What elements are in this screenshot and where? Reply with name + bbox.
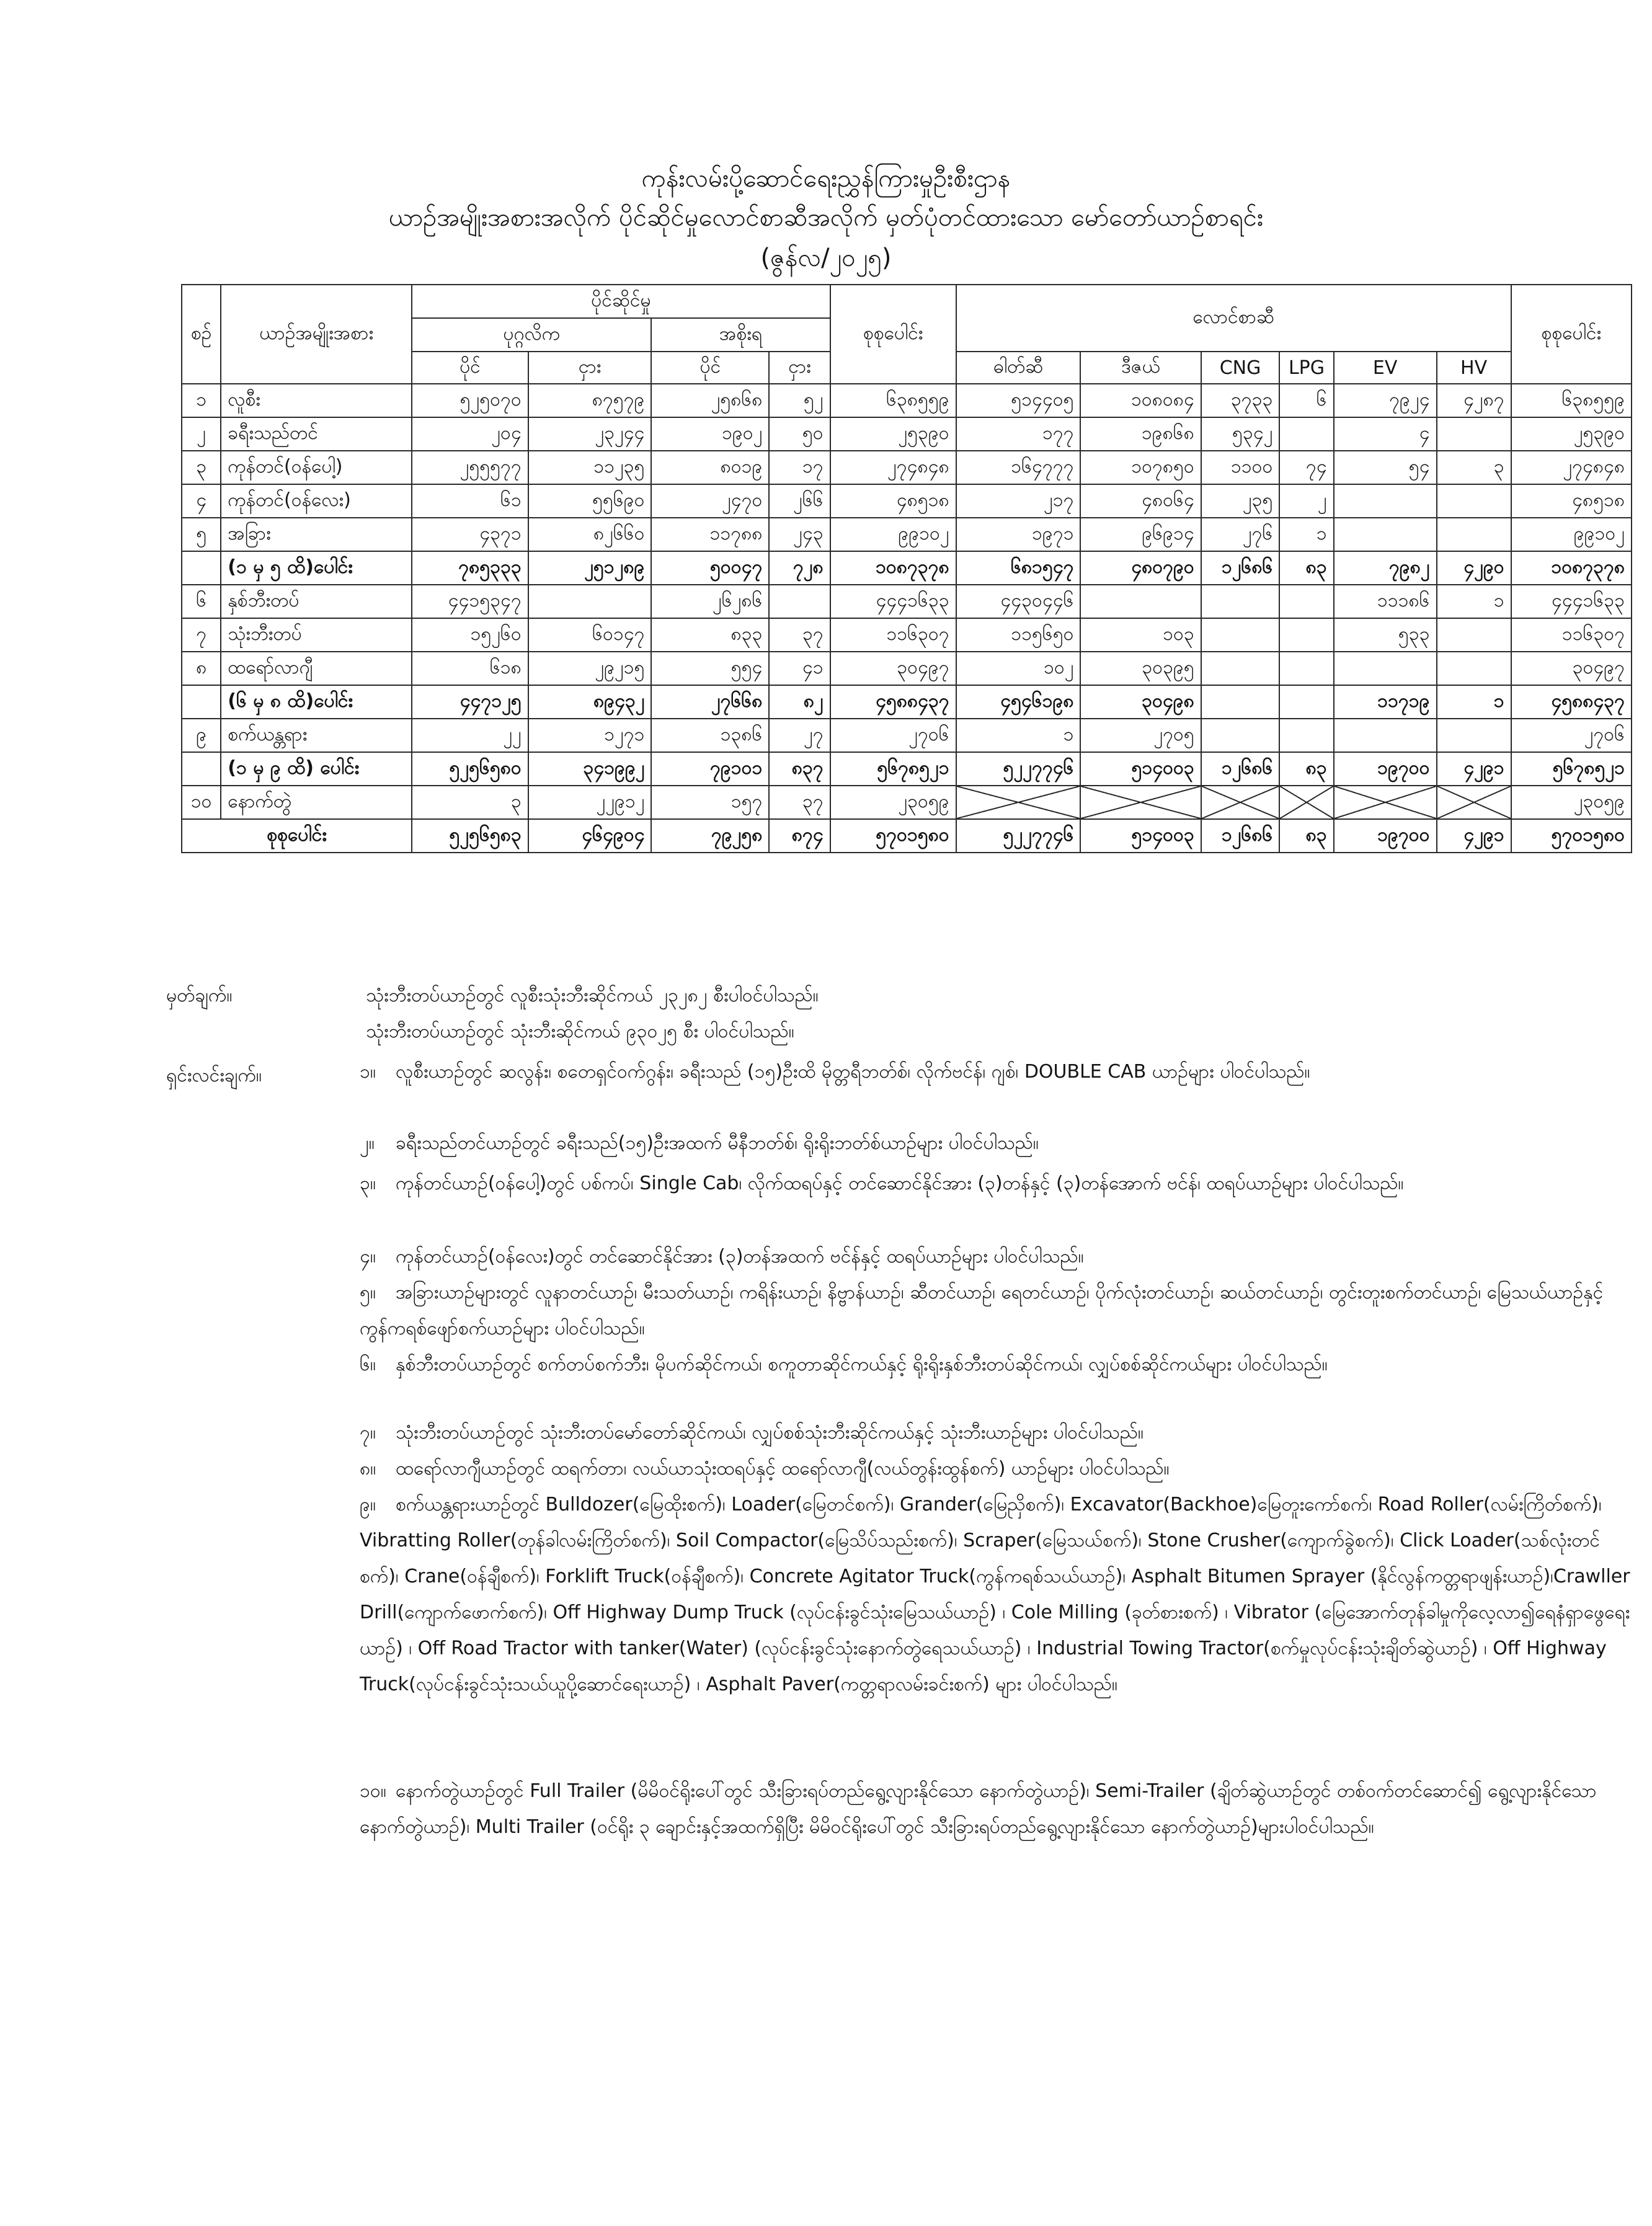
cell-ev: ၁၉၇၀၀ [1334,819,1437,853]
table-row [182,618,1632,652]
cell-fuel-total: ၉၉၁၀၂ [1511,518,1632,551]
cell-hv: ၁ [1437,585,1511,618]
cell-ev: ၅၄ [1334,451,1437,484]
header-fuel-total: စုစုပေါင်း [1511,285,1632,384]
cell-hv: ၁ [1437,685,1511,719]
cell-cng: ၁၁၀၀ [1201,451,1280,484]
cell-fuel-total: ၅၇၀၁၅၈၀ [1511,819,1632,853]
cell-govt-own: ၂၅၈၆၈ [651,384,769,417]
cell-petrol: ၁၁၅၆၅၀ [956,618,1081,652]
header-govt-own: ပိုင် [651,352,769,384]
cell-cng [1201,585,1280,618]
cell-govt-own: ၇၉၂၅၈ [651,819,769,853]
cell-ev [1334,719,1437,752]
subtotal-row [182,685,1632,719]
item-text: သုံးဘီးတပ်ယာဉ်တွင် သုံးဘီးတပ်မော်တော်ဆိုင်ကယ်၊ လျှပ်စစ်သုံးဘီးဆိုင်ကယ်နှင့် သုံးဘီးယာဉ်များ ပါဝင်ပါသည်။ [396,1422,1144,1443]
cell-petrol: ၅၁၄၄၀၅ [956,384,1081,417]
subtotal-row [182,551,1632,585]
cell-lpg [1279,719,1333,752]
cell-hv [1437,417,1511,451]
cell-diesel: ၁၀၇၈၅၀ [1080,451,1201,484]
cell-govt-own: ၁၉၀၂ [651,417,769,451]
item-number: ၁။ [360,1061,376,1083]
header-private: ပုဂ္ဂလိက [412,318,651,352]
cell-lpg [1279,685,1333,719]
cell-hv: ၃ [1437,451,1511,484]
cell-govt-own: ၈၀၁၉ [651,451,769,484]
header-fuel-diesel: ဒီဇယ် [1080,352,1201,384]
cell-private-rent: ၈၂၆၆၀ [528,518,652,551]
cell-private-own: ၄၃၇၁ [412,518,528,551]
explanation-item [360,1125,1637,1161]
row-vehicle-type: ကုန်တင်(ဝန်ပေါ့) [221,451,412,484]
cell-private-rent: ၂၃၂၄၄ [528,417,652,451]
cell-fuel-total: ၅၆၇၈၅၂၁ [1511,752,1632,786]
explanation-item [360,1487,1637,1703]
explanation-item [360,1275,1637,1347]
header-private-rent: ငှား [528,352,652,384]
cell-govt-rent: ၅၀ [769,417,830,451]
cell-private-own: ၄၄၁၅၃၄၇ [412,585,528,618]
row-vehicle-type: စက်ယန္တရား [221,719,412,752]
cell-govt-rent: ၈၃၇ [769,752,830,786]
cell-govt-rent: ၂၇ [769,719,830,752]
row-serial: ၁၀ [182,786,221,819]
cell-govt-rent: ၈၇၄ [769,819,830,853]
cell-private-rent: ၄၆၄၉၀၄ [528,819,652,853]
row-vehicle-type: (၁ မှ ၅ ထိ)ပေါင်း [221,551,412,585]
row-vehicle-type: အခြား [221,518,412,551]
cell-not-applicable [1201,786,1280,819]
cell-ownership-total: ၄၄၄၁၆၃၃ [830,585,956,618]
cell-lpg: ၈၃ [1279,752,1333,786]
cell-private-rent: ၁၂၇၁ [528,719,652,752]
item-text: စက်ယန္တရားယာဉ်တွင် Bulldozer(မြေထိုးစက်)၊ Loader(မြေတင်စက်)၊ Grander(မြေညှိစက်)၊ Excavator(Backhoe)မြေတူးကော်စက်၊ Road Roller(လမ်းကြိတ်စက်)၊ Vibratting Roller(တုန်ခါလမ်းကြိတ်စက်)၊ Soil Compactor(မြေသိပ်သည်းစက်)၊ Scraper(မြေသယ်စက်)၊ Stone Crusher(ကျောက်ခွဲစက်)၊ Click Loader(သစ်လုံးတင်စက်)၊ Crane(ဝန်ချီစက်)၊ Forklift Truck(ဝန်ချီစက်)၊ Concrete Agitator Truck(ကွန်ကရစ်သယ်ယာဉ်)၊ Asphalt Bitumen Sprayer (နိုင်လွန်ကတ္တရာဖျန်းယာဉ်)၊Crawller Drill(ကျောက်ဖောက်စက်)၊ Off Highway Dump Truck (လုပ်ငန်းခွင်သုံးမြေသယ်ယာဉ်) ၊ Cole Milling (ခုတ်စားစက်) ၊ Vibrator (မြေအောက်တုန်ခါမှုကိုလေ့လာ၍ရေနံရှာဖွေရေးယာဉ်) ၊ Off Road Tractor with tanker(Water) (လုပ်ငန်းခွင်သုံးနောက်တွဲရေသယ်ယာဉ်) ၊ Industrial Towing Tractor(စက်မှုလုပ်ငန်းသုံးချိတ်ဆွဲယာဉ်) ၊ Off Highway Truck(လုပ်ငန်းခွင်သုံးသယ်ယူပို့ဆောင်ရေးယာဉ်) ၊ Asphalt Paver(ကတ္တရာလမ်းခင်းစက်) များ ပါဝင်ပါသည်။ [360,1494,1630,1695]
cell-private-own: ၂၂ [412,719,528,752]
cell-lpg [1279,417,1333,451]
note-line: သုံးဘီးတပ်ယာဉ်တွင် လူစီးသုံးဘီးဆိုင်ကယ် ၂၃၂၈၂ စီးပါဝင်ပါသည်။ [366,985,819,1006]
row-vehicle-type: သုံးဘီးတပ် [221,618,412,652]
cell-ownership-total: ၅၆၇၈၅၂၁ [830,752,956,786]
cell-private-own: ၃ [412,786,528,819]
cell-private-own: ၆၁ [412,484,528,518]
cell-petrol: ၆၈၁၅၄၇ [956,551,1081,585]
explanation-item [360,1239,1637,1275]
department-title: ကုန်းလမ်းပို့ဆောင်ရေးညွှန်ကြားမှုဦးစီးဌာန [641,164,1011,193]
cell-private-own: ၅၂၅၀၇၀ [412,384,528,417]
cell-ev: ၄ [1334,417,1437,451]
cell-private-own: ၄၄၇၁၂၅ [412,685,528,719]
cell-petrol: ၁၉၇၁ [956,518,1081,551]
item-number: ၆။ [360,1354,376,1375]
cell-hv [1437,484,1511,518]
cell-private-rent: ၂၅၁၂၈၉ [528,551,652,585]
row-serial: ၆ [182,585,221,618]
cell-ev: ၇၉၈၂ [1334,551,1437,585]
cell-private-own: ၂၅၅၅၇၇ [412,451,528,484]
cell-fuel-total: ၄၅၈၈၄၃၇ [1511,685,1632,719]
cell-cng: ၃၇၃၃ [1201,384,1280,417]
cell-diesel: ၄၈၀၆၄ [1080,484,1201,518]
item-text: နှစ်ဘီးတပ်ယာဉ်တွင် စက်တပ်စက်ဘီး၊ မိုပက်ဆိုင်ကယ်၊ စကူတာဆိုင်ကယ်နှင့် ရိုးရိုးနှစ်ဘီးတပ်ဆိုင်ကယ်၊ လျှပ်စစ်ဆိုင်ကယ်များ ပါဝင်ပါသည်။ [396,1354,1328,1375]
cell-diesel: ၁၀၃ [1080,618,1201,652]
cell-ownership-total: ၁၀၈၇၃၇၈ [830,551,956,585]
cell-fuel-total: ၂၃၀၅၉ [1511,786,1632,819]
cell-petrol: ၄၅၄၆၁၉၈ [956,685,1081,719]
row-vehicle-type: ခရီးသည်တင် [221,417,412,451]
row-serial: ၉ [182,719,221,752]
cell-hv: ၄၂၉၀ [1437,551,1511,585]
cell-govt-own: ၇၉၁၀၁ [651,752,769,786]
explanation-item [360,1166,1637,1202]
cell-private-own: ၁၅၂၆၀ [412,618,528,652]
cell-ownership-total: ၆၃၈၅၅၉ [830,384,956,417]
cell-fuel-total: ၄၄၄၁၆၃၃ [1511,585,1632,618]
item-text: ခရီးသည်တင်ယာဉ်တွင် ခရီးသည်(၁၅)ဦးအထက် မီနီဘတ်စ်၊ ရိုးရိုးဘတ်စ်ယာဉ်များ ပါဝင်ပါသည်။ [396,1132,1039,1154]
item-number: ၅။ [360,1282,376,1303]
cell-govt-rent: ၃၇ [769,618,830,652]
cell-ev: ၅၃၃ [1334,618,1437,652]
cell-govt-rent: ၈၂ [769,685,830,719]
cell-petrol: ၁၇၇ [956,417,1081,451]
cell-cng: ၅၃၄၂ [1201,417,1280,451]
header-vehicle-type: ယာဉ်အမျိုးအစား [221,285,412,384]
item-number: ၇။ [360,1422,376,1443]
cell-not-applicable [956,786,1081,819]
cell-fuel-total: ၁၁၆၃၀၇ [1511,618,1632,652]
cell-govt-own: ၁၅၇ [651,786,769,819]
cell-hv [1437,518,1511,551]
cell-hv: ၄၂၉၁ [1437,752,1511,786]
cell-ownership-total: ၂၇၀၆ [830,719,956,752]
cell-petrol: ၁၀၂ [956,652,1081,685]
row-serial [182,685,221,719]
cell-fuel-total: ၆၃၈၅၅၉ [1511,384,1632,417]
cell-ownership-total: ၅၇၀၁၅၈၀ [830,819,956,853]
item-text: ထရော်လာဂျီယာဉ်တွင် ထရက်တာ၊ လယ်ယာသုံးထရပ်နှင့် ထရော်လာဂျီ(လယ်တွန်းထွန်စက်) ယာဉ်များ ပါဝင်ပါသည်။ [396,1458,1170,1479]
cell-govt-own: ၂၄၇၀ [651,484,769,518]
cell-private-rent: ၁၁၂၃၅ [528,451,652,484]
cell-govt-rent: ၂၆၆ [769,484,830,518]
explanations-label: ရှင်းလင်းချက်။ [166,1065,262,1086]
cell-petrol: ၄၄၃၀၄၄၆ [956,585,1081,618]
cell-govt-rent [769,585,830,618]
cell-cng: ၁၂၆၈၆ [1201,752,1280,786]
cell-ev: ၁၁၇၁၉ [1334,685,1437,719]
cell-private-rent: ၆၀၁၄၇ [528,618,652,652]
row-vehicle-type: နောက်တွဲ [221,786,412,819]
header-ownership: ပိုင်ဆိုင်မှု [412,285,830,318]
cell-cng: ၂၇၆ [1201,518,1280,551]
cell-hv [1437,618,1511,652]
header-fuel-ev: EV [1334,352,1437,384]
item-number: ၈။ [360,1458,376,1479]
row-vehicle-type: (၆ မှ ၈ ထိ)ပေါင်း [221,685,412,719]
item-text: လူစီးယာဉ်တွင် ဆလွန်း၊ စတေရှင်ဝက်ဂွန်း၊ ခရီးသည် (၁၅)ဦးထိ မိုတ္တရီဘတ်စ်၊ လိုက်ဗင်န်၊ ဂျစ်၊ DOUBLE CAB ယာဉ်များ ပါဝင်ပါသည်။ [396,1061,1310,1083]
cell-private-own: ၆၁၈ [412,652,528,685]
cell-lpg: ၈၃ [1279,819,1333,853]
cell-diesel [1080,585,1201,618]
cell-fuel-total: ၄၈၅၁၈ [1511,484,1632,518]
cell-diesel: ၂၇၀၅ [1080,719,1201,752]
table-row [182,384,1632,417]
item-number: ၂။ [360,1132,375,1154]
item-number: ၁၀။ [360,1780,386,1802]
cell-private-own: ၅၂၅၆၅၈၀ [412,752,528,786]
explanation-item [360,1773,1637,1845]
cell-hv: ၄၂၉၁ [1437,819,1511,853]
cell-govt-rent: ၁၇ [769,451,830,484]
subtotal-row [182,752,1632,786]
cell-ownership-total: ၁၁၆၃၀၇ [830,618,956,652]
item-number: ၄။ [360,1246,376,1267]
cell-hv [1437,652,1511,685]
cell-cng [1201,685,1280,719]
cell-petrol: ၁၆၄၇၇၇ [956,451,1081,484]
cell-not-applicable [1334,786,1437,819]
cell-fuel-total: ၂၅၃၉၀ [1511,417,1632,451]
cell-private-rent: ၃၄၁၉၉၂ [528,752,652,786]
item-text: ကုန်တင်ယာဉ်(ဝန်ပေါ့)တွင် ပစ်ကပ်၊ Single Cab၊ လိုက်ထရပ်နှင့် တင်ဆောင်နိုင်အား (၃)တန်နှင့် (၃)တန်အောက် ဗင်န်၊ ထရပ်ယာဉ်များ ပါဝင်ပါသည်။ [396,1173,1404,1194]
header-fuel-petrol: ဓါတ်ဆီ [956,352,1081,384]
cell-govt-rent: ၇၂၈ [769,551,830,585]
cell-lpg [1279,652,1333,685]
cell-petrol: ၂၁၇ [956,484,1081,518]
explanation-item [360,1415,1637,1451]
cell-not-applicable [1080,786,1201,819]
cell-fuel-total: ၂၇၀၆ [1511,719,1632,752]
explanation-item [360,1347,1637,1383]
cell-govt-rent: ၃၇ [769,786,830,819]
item-text: အခြားယာဉ်များတွင် လူနာတင်ယာဉ်၊ မီးသတ်ယာဉ်၊ ကရိန်းယာဉ်၊ နိဗ္ဗာန်ယာဉ်၊ ဆီတင်ယာဉ်၊ ရေတင်ယာဉ်၊ ပိုက်လုံးတင်ယာဉ်၊ ဆယ်တင်ယာဉ်၊ တွင်းတူးစက်တင်ယာဉ်၊ မြေသယ်ယာဉ်နှင့် ကွန်ကရစ်ဖျော်စက်ယာဉ်များ ပါဝင်ပါသည်။ [360,1282,1604,1339]
cell-cng: ၂၃၅ [1201,484,1280,518]
cell-ev [1334,652,1437,685]
report-period: (ဇွန်လ/၂၀၂၅) [760,244,892,272]
cell-fuel-total: ၃၀၄၉၇ [1511,652,1632,685]
cell-diesel: ၁၉၈၆၈ [1080,417,1201,451]
cell-not-applicable [1437,786,1511,819]
row-serial: ၁ [182,384,221,417]
row-serial: ၅ [182,518,221,551]
table-row [182,585,1632,618]
cell-ownership-total: ၄၈၅၁၈ [830,484,956,518]
table-row [182,786,1632,819]
explanation-item [360,1054,1637,1090]
row-vehicle-type: နှစ်ဘီးတပ် [221,585,412,618]
cell-cng [1201,618,1280,652]
row-serial [182,752,221,786]
cell-diesel: ၉၆၉၁၄ [1080,518,1201,551]
cell-diesel: ၅၁၄၀၀၃ [1080,752,1201,786]
cell-ev: ၁၁၁၈၆ [1334,585,1437,618]
cell-ev [1334,484,1437,518]
cell-diesel: ၃၀၄၉၈ [1080,685,1201,719]
table-row [182,451,1632,484]
cell-ownership-total: ၂၇၄၈၄၈ [830,451,956,484]
cell-govt-own: ၂၇၆၆၈ [651,685,769,719]
item-number: ၃။ [360,1173,376,1194]
cell-cng: ၁၂၆၈၆ [1201,819,1280,853]
cell-lpg [1279,618,1333,652]
cell-private-rent: ၅၅၆၉၀ [528,484,652,518]
cell-ownership-total: ၃၀၄၉၇ [830,652,956,685]
cell-govt-own: ၅၅၄ [651,652,769,685]
table-row [182,417,1632,451]
cell-govt-own: ၁၁၇၈၈ [651,518,769,551]
cell-private-rent: ၈၉၄၃၂ [528,685,652,719]
cell-fuel-total: ၂၇၄၈၄၈ [1511,451,1632,484]
cell-diesel: ၄၈၀၇၉၀ [1080,551,1201,585]
cell-govt-own: ၅၀၀၄၇ [651,551,769,585]
cell-private-rent: ၂၂၉၁၂ [528,786,652,819]
cell-private-rent [528,585,652,618]
notes-label: မှတ်ချက်။ [166,985,233,1006]
row-vehicle-type: ကုန်တင်(ဝန်လေး) [221,484,412,518]
cell-lpg: ၂ [1279,484,1333,518]
cell-ownership-total: ၂၃၀၅၉ [830,786,956,819]
cell-lpg: ၆ [1279,384,1333,417]
row-serial [182,551,221,585]
cell-hv: ၄၂၈၇ [1437,384,1511,417]
header-fuel: လောင်စာဆီ [956,285,1511,352]
table-row [182,652,1632,685]
item-text: ကုန်တင်ယာဉ်(ဝန်လေး)တွင် တင်ဆောင်နိုင်အား (၃)တန်အထက် ဗင်န်နှင့် ထရပ်ယာဉ်များ ပါဝင်ပါသည်။ [396,1246,1084,1267]
row-vehicle-type: စုစုပေါင်း [182,819,412,853]
cell-govt-rent: ၂၄၃ [769,518,830,551]
cell-lpg: ၈၃ [1279,551,1333,585]
header-govt-rent: ငှား [769,352,830,384]
cell-ev: ၇၉၂၄ [1334,384,1437,417]
table-row [182,484,1632,518]
cell-petrol: ၅၂၂၇၇၄၆ [956,819,1081,853]
header-fuel-hv: HV [1437,352,1511,384]
row-serial: ၄ [182,484,221,518]
note-line: သုံးဘီးတပ်ယာဉ်တွင် သုံးဘီးဆိုင်ကယ် ၉၃၀၂၅ စီး ပါဝင်ပါသည်။ [366,1021,794,1042]
cell-ownership-total: ၉၉၁၀၂ [830,518,956,551]
cell-private-rent: ၈၇၅၇၉ [528,384,652,417]
cell-ev [1334,518,1437,551]
cell-private-rent: ၂၉၂၁၅ [528,652,652,685]
item-text: နောက်တွဲယာဉ်တွင် Full Trailer (မိမိဝင်ရိုးပေါ်တွင် သီးခြားရပ်တည်ရွေ့လျားနိုင်သော နောက်တွဲယာဉ်)၊ Semi-Trailer (ချိတ်ဆွဲယာဉ်တွင် တစ်ဝက်တင်ဆောင်၍ ရွေ့လျားနိုင်သော နောက်တွဲယာဉ်)၊ Multi Trailer (ဝင်ရိုး ၃ ချောင်းနှင့်အထက်ရှိပြီး မိမိဝင်ရိုးပေါ်တွင် သီးခြားရပ်တည်ရွေ့လျားနိုင်သော နောက်တွဲယာဉ်)များပါဝင်ပါသည်။ [360,1780,1597,1838]
cell-govt-own: ၁၃၈၆ [651,719,769,752]
cell-ev: ၁၉၇၀၀ [1334,752,1437,786]
cell-govt-rent: ၅၂ [769,384,830,417]
header-government: အစိုးရ [651,318,830,352]
cell-private-own: ၂၀၄ [412,417,528,451]
item-number: ၉။ [360,1494,376,1515]
cell-cng [1201,652,1280,685]
row-vehicle-type: လူစီး [221,384,412,417]
cell-govt-own: ၂၆၂၈၆ [651,585,769,618]
table-row [182,518,1632,551]
vehicle-registration-table [181,284,1632,853]
cell-petrol: ၅၂၂၇၇၄၆ [956,752,1081,786]
cell-govt-rent: ၄၁ [769,652,830,685]
cell-cng [1201,719,1280,752]
header-fuel-cng: CNG [1201,352,1280,384]
cell-diesel: ၅၁၄၀၀၃ [1080,819,1201,853]
cell-lpg: ၁ [1279,518,1333,551]
cell-lpg [1279,585,1333,618]
row-serial: ၈ [182,652,221,685]
row-vehicle-type: (၁ မှ ၉ ထိ) ပေါင်း [221,752,412,786]
header-serial: စဉ် [182,285,221,384]
cell-diesel: ၁၀၈၀၈၄ [1080,384,1201,417]
cell-fuel-total: ၁၀၈၇၃၇၈ [1511,551,1632,585]
cell-cng: ၁၂၆၈၆ [1201,551,1280,585]
row-serial: ၃ [182,451,221,484]
cell-ownership-total: ၂၅၃၉၀ [830,417,956,451]
report-title: ယာဉ်အမျိုးအစားအလိုက် ပိုင်ဆိုင်မှုလောင်စာဆီအလိုက် မှတ်ပုံတင်ထားသော မော်တော်ယာဉ်စာရင်း [388,203,1264,232]
row-vehicle-type: ထရော်လာဂျီ [221,652,412,685]
cell-petrol: ၁ [956,719,1081,752]
cell-private-own: ၅၂၅၆၅၈၃ [412,819,528,853]
cell-govt-own: ၈၃၃ [651,618,769,652]
row-serial: ၇ [182,618,221,652]
grand-total-row [182,819,1632,853]
explanation-item [360,1451,1637,1487]
header-ownership-total: စုစုပေါင်း [830,285,956,384]
header-private-own: ပိုင် [412,352,528,384]
table-row [182,719,1632,752]
cell-not-applicable [1279,786,1333,819]
cell-lpg: ၇၄ [1279,451,1333,484]
cell-diesel: ၃၀၃၉၅ [1080,652,1201,685]
cell-hv [1437,719,1511,752]
cell-ownership-total: ၄၅၈၈၄၃၇ [830,685,956,719]
cell-private-own: ၇၈၅၃၃၃ [412,551,528,585]
row-serial: ၂ [182,417,221,451]
header-fuel-lpg: LPG [1279,352,1333,384]
